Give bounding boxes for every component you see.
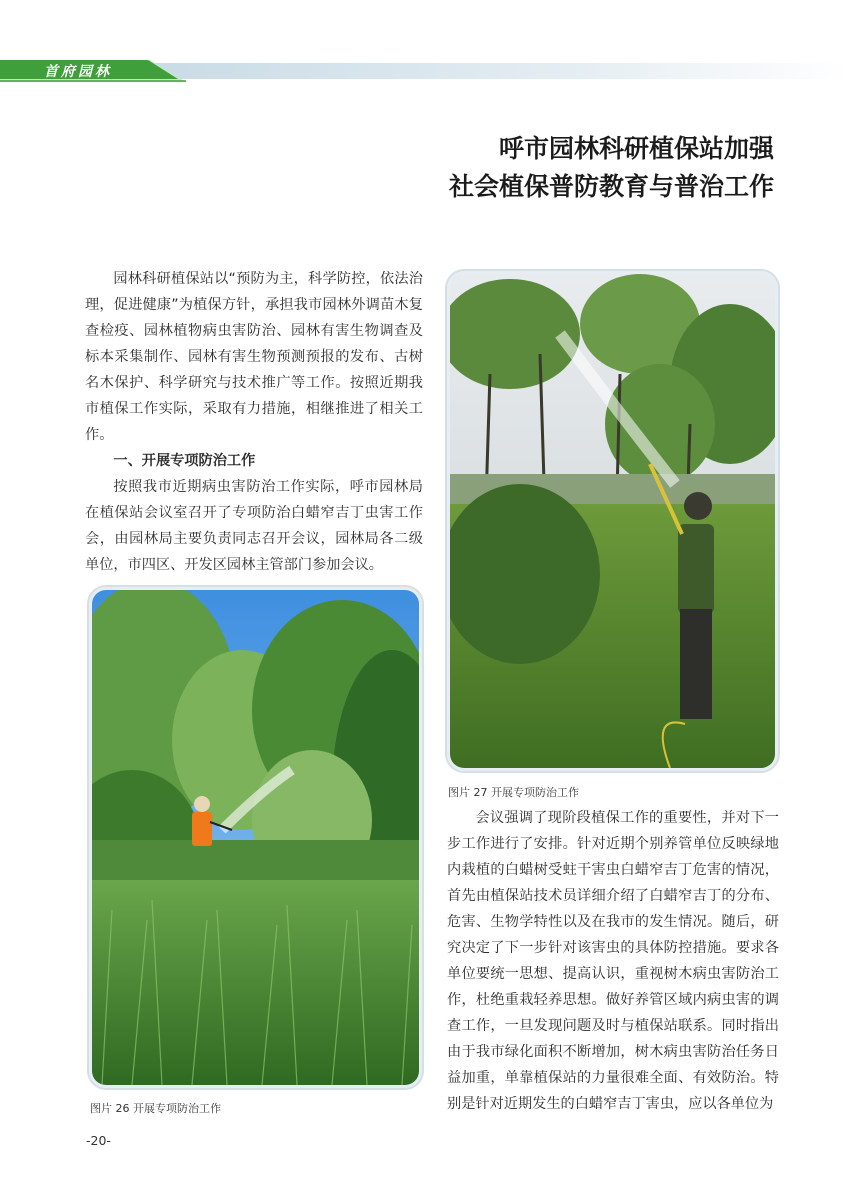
article-title: [449, 130, 774, 206]
right-column-text: [447, 805, 779, 1117]
paragraph-3: 会议强调了现阶段植保工作的重要性，并对下一步工作进行了安排。针对近期个别养管单位反映绿地内栽植的白蜡树受蛀干害虫白蜡窄吉丁危害的情况，首先由植保站技术员详细介绍了白蜡窄吉丁的分布、危害、生物学特性以及在我市的发生情况。随后，研究决定了下一步针对该害虫的具体防控措施。要求各单位要统一思想、提高认识，重视树木病虫害防治工作，杜绝重栽轻养思想。做好养管区域内病虫害的调查工作，一旦发现问题及时与植保站联系。同时指出由于我市绿化面积不断增加，树木病虫害防治任务日益加重，单靠植保站的力量很难全面、有效防治。特别是针对近期发生的白蜡窄吉丁害虫，应以各单位为: [447, 810, 779, 1112]
title-line-2: 社会植保普防教育与普治工作: [448, 172, 774, 201]
photo-26-spraying-grass: [92, 590, 419, 1085]
paragraph-2: 按照我市近期病虫害防治工作实际，呼市园林局在植保站会议室召开了专项防治白蜡窄吉丁虫害工作会，由园林局主要负责同志召开会议，园林局各二级单位，市四区、开发区园林主管部门参加会议。: [85, 479, 423, 573]
figure-26-caption: 图片 26 开展专项防治工作: [90, 1102, 221, 1115]
section-heading: 一、开展专项防治工作: [113, 453, 256, 469]
paragraph-1: 园林科研植保站以“预防为主，科学防控，依法治理，促进健康”为植保方针，承担我市园林外调苗木复查检疫、园林植物病虫害防治、园林有害生物调查及标本采集制作、园林有害生物预测预报的发布、古树名木保护、科学研究与技术推广等工作。按照近期我市植保工作实际，采取有力措施，相继推进了相关工作。: [85, 271, 423, 443]
photo-27-spraying-trees: [450, 274, 775, 768]
left-column-text: [85, 266, 423, 578]
title-line-1: 呼市园林科研植保站加强: [498, 134, 774, 163]
figure-27-caption: 图片 27 开展专项防治工作: [448, 786, 579, 799]
magazine-name: 首府园林: [44, 64, 112, 80]
page-number: -20-: [86, 1133, 111, 1148]
